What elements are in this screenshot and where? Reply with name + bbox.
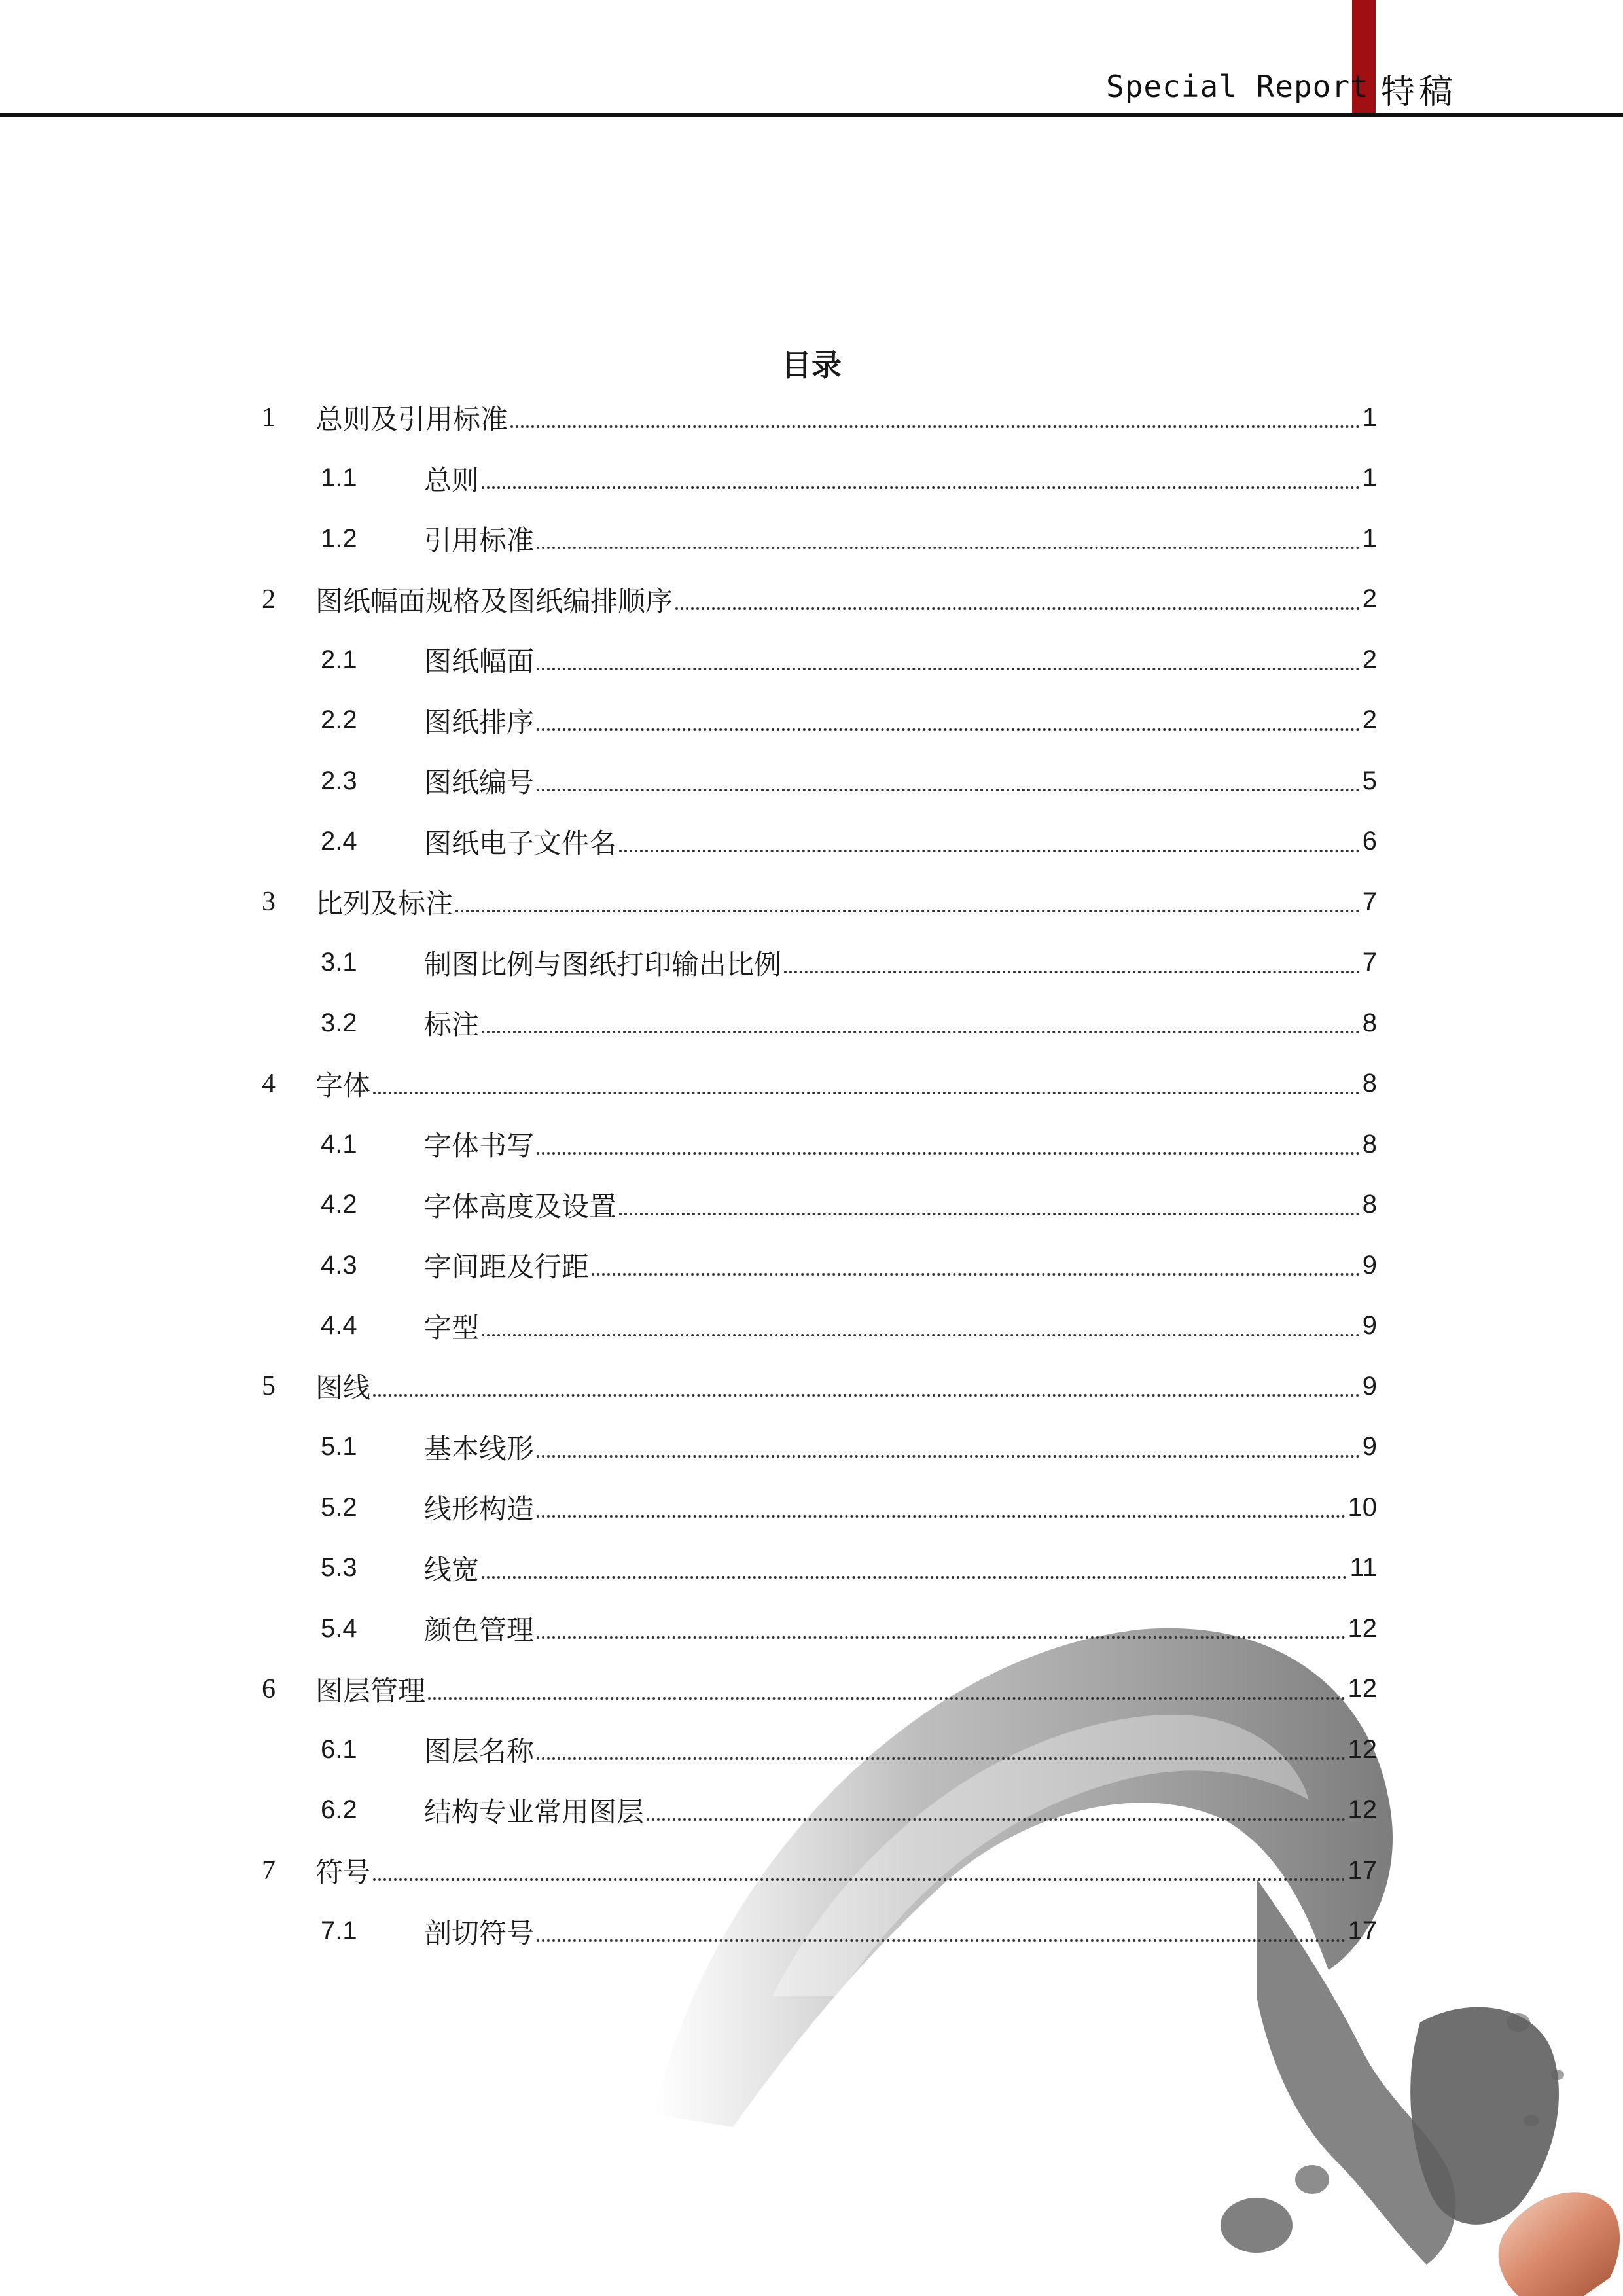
toc-entry-page: 10 bbox=[1347, 1492, 1377, 1522]
toc-dot-leader bbox=[537, 789, 1360, 791]
toc-entry-number: 4 bbox=[262, 1068, 276, 1099]
toc-entry-page: 1 bbox=[1362, 524, 1377, 553]
toc-entry-page: 8 bbox=[1362, 1069, 1377, 1098]
toc-dot-leader bbox=[373, 1092, 1360, 1094]
toc-entry[interactable] bbox=[262, 1235, 1377, 1296]
toc-entry-title: 字体高度及设置 bbox=[424, 1190, 617, 1223]
toc-entry[interactable] bbox=[262, 812, 1377, 872]
toc-entry-number: 1.1 bbox=[321, 463, 357, 493]
toc-entry-title: 图纸幅面 bbox=[424, 645, 535, 678]
toc-entry-title: 图线 bbox=[315, 1372, 371, 1405]
toc-dot-leader bbox=[373, 1394, 1360, 1397]
toc-dot-leader bbox=[537, 728, 1360, 731]
toc-entry[interactable] bbox=[262, 1114, 1377, 1175]
toc-entry[interactable] bbox=[262, 1780, 1377, 1841]
toc-entry[interactable] bbox=[262, 933, 1377, 994]
toc-entry-title: 图纸电子文件名 bbox=[424, 827, 617, 859]
toc-entry-page: 1 bbox=[1362, 463, 1377, 493]
toc-dot-leader bbox=[482, 1334, 1360, 1336]
toc-entry-number: 5.1 bbox=[321, 1432, 357, 1462]
toc-entry-title: 制图比例与图纸打印输出比例 bbox=[424, 948, 782, 980]
toc-entry-page: 2 bbox=[1362, 584, 1377, 614]
toc-entry-page: 5 bbox=[1362, 766, 1377, 795]
toc-entry-number: 4.4 bbox=[321, 1311, 357, 1340]
table-of-contents bbox=[262, 387, 1377, 1962]
toc-dot-leader bbox=[647, 1818, 1345, 1821]
toc-dot-leader bbox=[373, 1878, 1345, 1881]
toc-entry-title: 图纸编号 bbox=[424, 766, 535, 799]
toc-entry-title: 字体 bbox=[315, 1069, 371, 1102]
toc-dot-leader bbox=[537, 1757, 1345, 1760]
toc-entry-number: 5 bbox=[262, 1371, 276, 1402]
toc-entry-title: 字型 bbox=[424, 1311, 480, 1344]
toc-entry-number: 1 bbox=[262, 403, 276, 433]
toc-entry-page: 9 bbox=[1362, 1250, 1377, 1280]
toc-dot-leader bbox=[482, 1031, 1360, 1033]
toc-entry[interactable] bbox=[262, 1417, 1377, 1478]
toc-entry-title: 线宽 bbox=[424, 1553, 480, 1586]
toc-entry-title: 图纸排序 bbox=[424, 706, 535, 738]
toc-entry-page: 9 bbox=[1362, 1432, 1377, 1462]
toc-entry-page: 2 bbox=[1362, 645, 1377, 674]
toc-dot-leader bbox=[455, 910, 1360, 912]
toc-entry-page: 8 bbox=[1362, 1129, 1377, 1158]
toc-entry-number: 3.2 bbox=[321, 1008, 357, 1037]
toc-entry-title: 图层管理 bbox=[315, 1674, 426, 1707]
toc-entry-title: 总则 bbox=[424, 463, 480, 496]
toc-entry-page: 7 bbox=[1362, 948, 1377, 977]
toc-entry[interactable] bbox=[262, 1538, 1377, 1599]
toc-dot-leader bbox=[537, 1152, 1360, 1155]
toc-entry-page: 9 bbox=[1362, 1311, 1377, 1340]
toc-entry-number: 5.2 bbox=[321, 1492, 357, 1522]
toc-entry-page: 6 bbox=[1362, 827, 1377, 856]
toc-dot-leader bbox=[592, 1273, 1360, 1276]
toc-entry[interactable] bbox=[262, 448, 1377, 509]
toc-dot-leader bbox=[482, 486, 1360, 489]
header-rule bbox=[0, 113, 1623, 117]
toc-entry-page: 12 bbox=[1347, 1674, 1377, 1704]
toc-entry[interactable] bbox=[262, 569, 1377, 630]
toc-dot-leader bbox=[619, 1213, 1360, 1215]
toc-entry-title: 结构专业常用图层 bbox=[424, 1795, 645, 1828]
toc-entry-number: 6.1 bbox=[321, 1734, 357, 1764]
toc-entry-number: 7.1 bbox=[321, 1916, 357, 1946]
toc-entry-number: 1.2 bbox=[321, 524, 357, 553]
toc-entry-page: 12 bbox=[1347, 1613, 1377, 1643]
toc-entry-title: 图层名称 bbox=[424, 1735, 535, 1768]
toc-entry-number: 2.1 bbox=[321, 645, 357, 674]
toc-entry[interactable] bbox=[262, 872, 1377, 933]
toc-entry-page: 1 bbox=[1362, 403, 1377, 432]
toc-entry[interactable] bbox=[262, 1719, 1377, 1780]
toc-entry-page: 2 bbox=[1362, 706, 1377, 735]
toc-dot-leader bbox=[537, 668, 1360, 670]
header-label-en: Special Report bbox=[1106, 69, 1369, 104]
toc-entry[interactable] bbox=[262, 387, 1377, 448]
toc-entry[interactable] bbox=[262, 1296, 1377, 1357]
toc-entry-number: 6 bbox=[262, 1674, 276, 1704]
toc-entry-title: 标注 bbox=[424, 1009, 480, 1041]
toc-entry-title: 符号 bbox=[315, 1856, 371, 1889]
toc-dot-leader bbox=[537, 1636, 1345, 1639]
toc-entry-page: 8 bbox=[1362, 1190, 1377, 1219]
toc-dot-leader bbox=[537, 1939, 1345, 1942]
toc-entry-title: 引用标准 bbox=[424, 524, 535, 557]
toc-title: 目录 bbox=[781, 348, 842, 383]
toc-dot-leader bbox=[510, 425, 1360, 428]
toc-entry-title: 颜色管理 bbox=[424, 1614, 535, 1647]
toc-entry-number: 4.3 bbox=[321, 1250, 357, 1280]
toc-entry-number: 5.4 bbox=[321, 1613, 357, 1643]
toc-entry-number: 6.2 bbox=[321, 1795, 357, 1825]
toc-entry-number: 3.1 bbox=[321, 948, 357, 977]
toc-entry[interactable] bbox=[262, 1356, 1377, 1417]
toc-dot-leader bbox=[675, 607, 1360, 610]
toc-entry-number: 2.2 bbox=[321, 706, 357, 735]
toc-entry-page: 17 bbox=[1347, 1856, 1377, 1885]
toc-entry-title: 比列及标注 bbox=[315, 888, 454, 920]
toc-dot-leader bbox=[784, 971, 1360, 973]
toc-dot-leader bbox=[537, 547, 1360, 549]
toc-entry[interactable] bbox=[262, 1840, 1377, 1901]
toc-dot-leader bbox=[482, 1576, 1347, 1579]
toc-dot-leader bbox=[619, 850, 1360, 852]
toc-entry[interactable] bbox=[262, 1598, 1377, 1659]
toc-entry-number: 2 bbox=[262, 584, 276, 615]
toc-entry-title: 剖切符号 bbox=[424, 1916, 535, 1949]
toc-dot-leader bbox=[428, 1697, 1345, 1700]
toc-entry-number: 4.1 bbox=[321, 1129, 357, 1158]
toc-entry-number: 2.4 bbox=[321, 827, 357, 856]
toc-entry[interactable] bbox=[262, 1054, 1377, 1115]
toc-entry-page: 12 bbox=[1347, 1795, 1377, 1825]
toc-entry-number: 7 bbox=[262, 1856, 276, 1886]
toc-entry[interactable] bbox=[262, 1659, 1377, 1720]
toc-entry-number: 2.3 bbox=[321, 766, 357, 795]
toc-entry-title: 基本线形 bbox=[424, 1432, 535, 1465]
toc-entry[interactable] bbox=[262, 1901, 1377, 1962]
toc-entry[interactable] bbox=[262, 751, 1377, 812]
toc-entry-title: 线形构造 bbox=[424, 1493, 535, 1526]
toc-dot-leader bbox=[537, 1455, 1360, 1458]
toc-entry[interactable] bbox=[262, 1175, 1377, 1236]
toc-entry-page: 9 bbox=[1362, 1371, 1377, 1401]
toc-entry[interactable] bbox=[262, 993, 1377, 1054]
toc-entry-page: 12 bbox=[1347, 1734, 1377, 1764]
toc-entry-number: 4.2 bbox=[321, 1190, 357, 1219]
toc-entry-title: 总则及引用标准 bbox=[315, 403, 508, 436]
toc-entry[interactable] bbox=[262, 509, 1377, 569]
toc-entry-page: 8 bbox=[1362, 1008, 1377, 1037]
toc-entry-number: 5.3 bbox=[321, 1553, 357, 1583]
toc-entry[interactable] bbox=[262, 630, 1377, 691]
header-label-cn: 特稿 bbox=[1381, 73, 1457, 112]
toc-dot-leader bbox=[537, 1515, 1345, 1518]
toc-entry-page: 17 bbox=[1347, 1916, 1377, 1946]
toc-entry-page: 11 bbox=[1349, 1553, 1377, 1583]
toc-entry-title: 字体书写 bbox=[424, 1130, 535, 1162]
toc-entry-title: 字间距及行距 bbox=[424, 1251, 590, 1283]
toc-entry-title: 图纸幅面规格及图纸编排顺序 bbox=[315, 584, 673, 617]
toc-entry[interactable] bbox=[262, 691, 1377, 751]
toc-entry-number: 3 bbox=[262, 887, 276, 918]
toc-entry[interactable] bbox=[262, 1477, 1377, 1538]
toc-entry-page: 7 bbox=[1362, 887, 1377, 916]
